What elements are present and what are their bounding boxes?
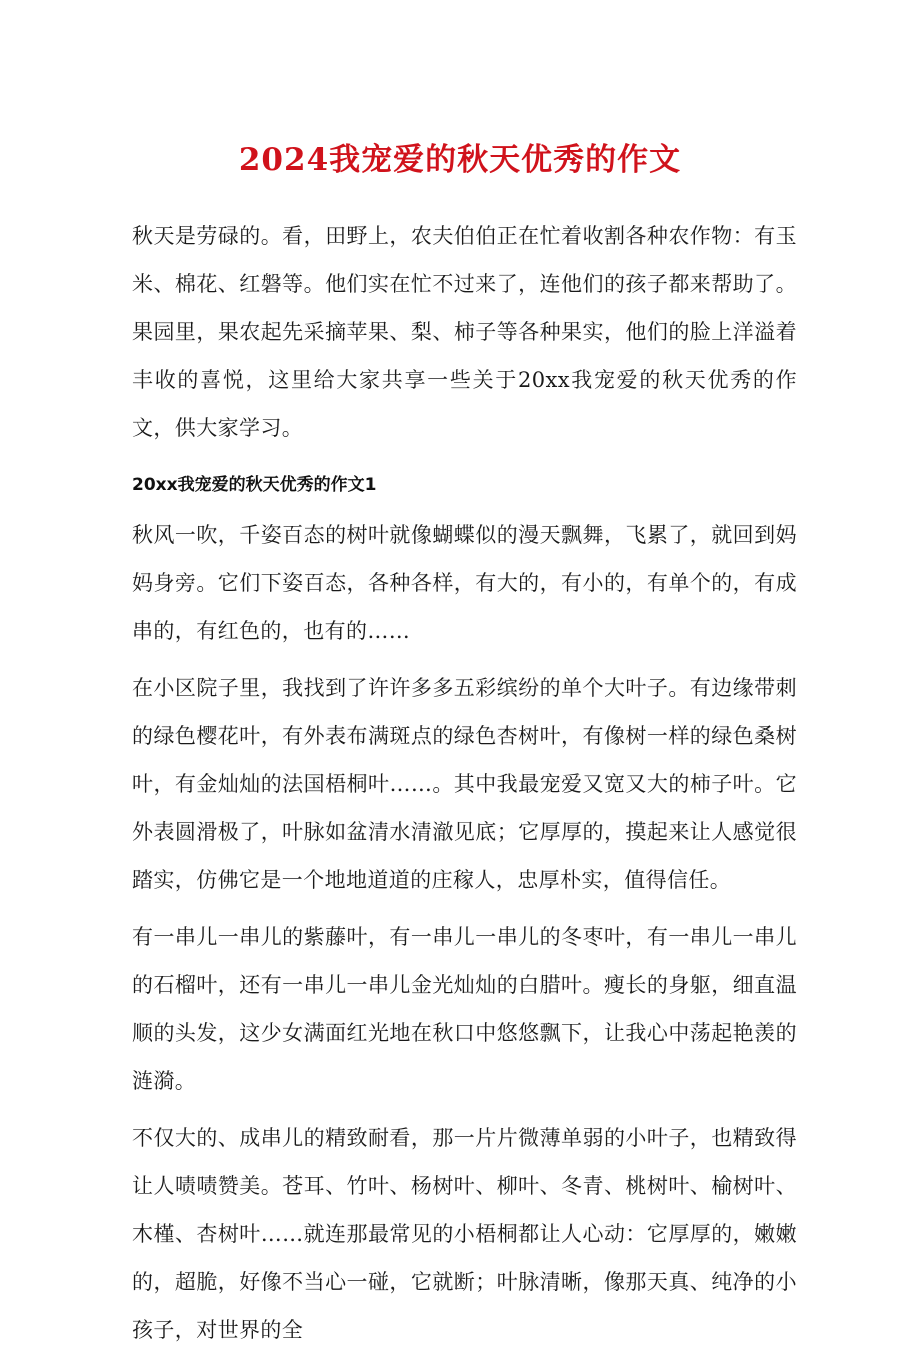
intro-line: 这里给大家共享一些关于20xx我宠爱的秋天优秀的作文，供大家学习。	[132, 368, 798, 440]
paragraph-1: 秋风一吹，千姿百态的树叶就像蝴蝶似的漫天飘舞，飞累了，就回到妈妈身旁。它们下姿百态，各种各样，有大的，有小的，有单个的，有成串的，有红色的，也有的……	[132, 523, 797, 643]
intro-line: 秋天是劳碌的。看，田野上，农夫伯伯正在忙着收割各种农作物：有玉米、	[132, 224, 797, 296]
document-body	[132, 212, 797, 1363]
section-heading: 20xx我宠爱的秋天优秀的作文1	[132, 475, 377, 495]
paragraph-3: 有一串儿一串儿的紫藤叶，有一串儿一串儿的冬枣叶，有一串儿一串儿的石榴叶，还有一串儿一串儿金光灿灿的白腊叶。瘦长的身躯，细直温顺的头发，这少女满面红光地在秋口中悠悠飘下，让我心中荡起艳羡的涟漪。	[132, 925, 797, 1093]
paragraph-4: 不仅大的、成串儿的精致耐看，那一片片微薄单弱的小叶子，也精致得让人啧啧赞美。苍耳、竹叶、杨树叶、柳叶、冬青、桃树叶、榆树叶、木槿、杏树叶……就连那最常见的小梧桐都让人心动：它厚厚的，嫩嫩的，超脆，好像不当心一碰，它就断；叶脉清晰，像那天真、纯净的小孩子，对世界的全	[132, 1126, 797, 1342]
intro-line: 棉花、红磐等。他们实在忙不过来了，连他们的孩子都来帮助了。果园里，	[132, 272, 797, 344]
intro-paragraph	[132, 212, 797, 452]
document-title: 2024我宠爱的秋天优秀的作文	[238, 142, 682, 178]
paragraph-2: 在小区院子里，我找到了许许多多五彩缤纷的单个大叶子。有边缘带刺的绿色樱花叶，有外表布满斑点的绿色杏树叶，有像树一样的绿色桑树叶，有金灿灿的法国梧桐叶……。其中我最宠爱又宽又大的柿子叶。它外表圆滑极了，叶脉如盆清水清澈见底；它厚厚的，摸起来让人感觉很踏实，仿佛它是一个地地道道的庄稼人，忠厚朴实，值得信任。	[132, 676, 797, 892]
intro-line: 果农起先采摘苹果、梨、柿子等各种果实，他们的脸上洋溢着丰收的喜悦，	[132, 320, 797, 392]
